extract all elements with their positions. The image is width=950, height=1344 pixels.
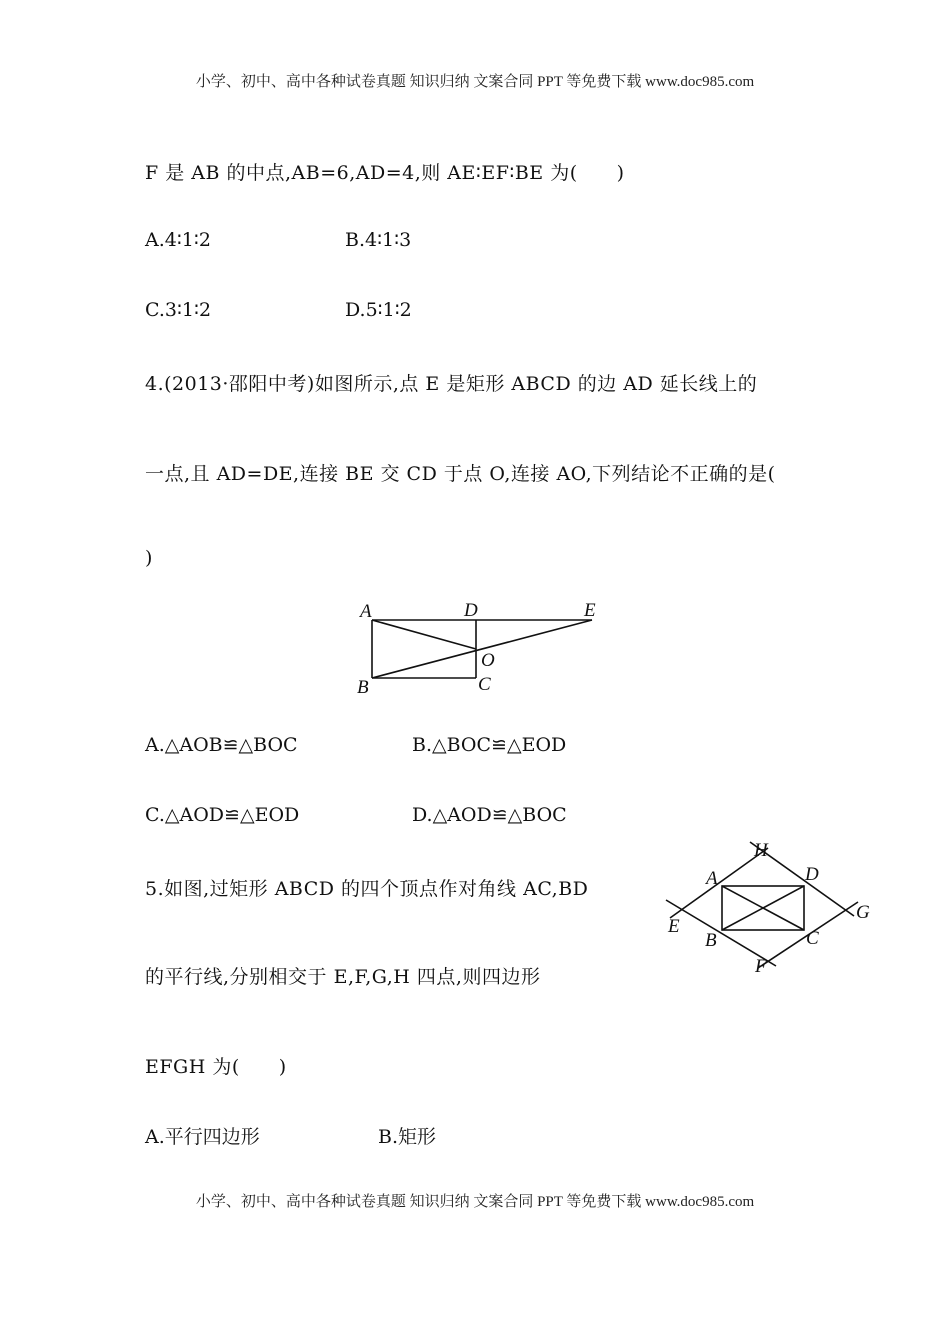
q5-stem-line1: 5.如图,过矩形 ABCD 的四个顶点作对角线 AC,BD (145, 878, 589, 900)
q5-label-f: F (755, 956, 767, 977)
q4-stem-line3: ) (145, 547, 153, 569)
q5-label-c: C (806, 928, 819, 949)
q4-label-o: O (481, 650, 495, 671)
q4-label-e: E (584, 600, 596, 621)
page-footer: 小学、初中、高中各种试卷真题 知识归纳 文案合同 PPT 等免费下载 www.doc985.com (195, 1194, 755, 1210)
q4-segment-ao (372, 620, 476, 649)
q4-option-a: A.△AOB≌△BOC (145, 734, 298, 756)
q5-stem-line3: EFGH 为( ) (145, 1056, 287, 1078)
q4-stem-line1: 4.(2013·邵阳中考)如图所示,点 E 是矩形 ABCD 的边 AD 延长线上的 (145, 373, 758, 395)
q3-option-a: A.4∶1∶2 (145, 229, 211, 251)
q3-option-b: B.4∶1∶3 (345, 229, 412, 251)
q5-label-b: B (705, 930, 717, 951)
q5-label-e: E (668, 916, 680, 937)
q5-stem-line2: 的平行线,分别相交于 E,F,G,H 四点,则四边形 (145, 966, 541, 988)
q4-option-c: C.△AOD≌△EOD (145, 804, 300, 826)
q5-option-b: B.矩形 (378, 1126, 437, 1148)
q5-label-a: A (706, 868, 718, 889)
q4-figure (350, 598, 610, 700)
q3-option-c: C.3∶1∶2 (145, 299, 212, 321)
q4-option-b: B.△BOC≌△EOD (412, 734, 567, 756)
q5-label-d: D (805, 864, 819, 885)
q5-label-h: H (754, 840, 768, 861)
q3-option-d: D.5∶1∶2 (345, 299, 412, 321)
q4-option-d: D.△AOD≌△BOC (412, 804, 567, 826)
q4-label-a: A (360, 601, 372, 622)
q4-label-d: D (464, 600, 478, 621)
page-header: 小学、初中、高中各种试卷真题 知识归纳 文案合同 PPT 等免费下载 www.doc985.com (195, 74, 755, 90)
q3-stem: F 是 AB 的中点,AB=6,AD=4,则 AE∶EF∶BE 为( ) (145, 162, 625, 184)
q5-option-a: A.平行四边形 (145, 1126, 260, 1148)
q5-figure (660, 834, 880, 978)
q5-label-g: G (856, 902, 870, 923)
q4-label-b: B (357, 677, 369, 698)
q4-label-c: C (478, 674, 491, 695)
q4-stem-line2: 一点,且 AD=DE,连接 BE 交 CD 于点 O,连接 AO,下列结论不正确的是( (145, 463, 776, 485)
